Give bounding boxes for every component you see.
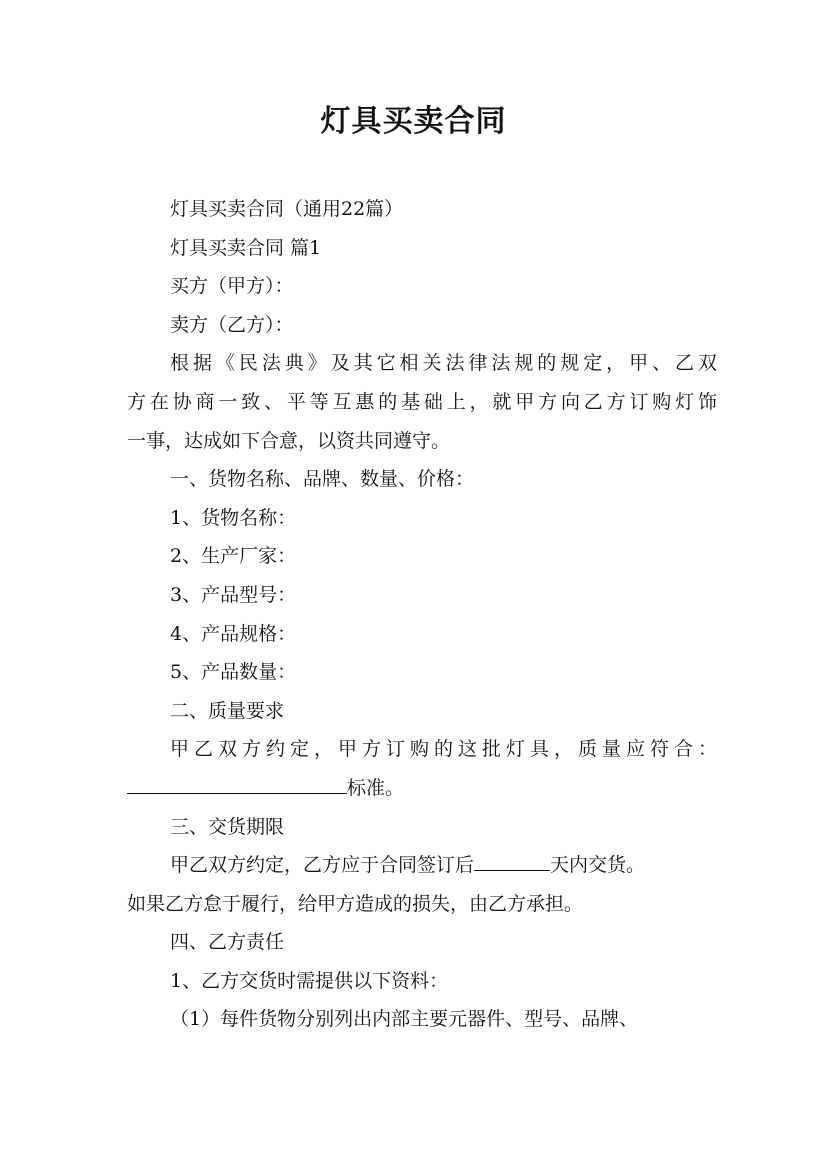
list-item: 1、货物名称： (170, 506, 297, 529)
list-item: 3、产品型号： (170, 583, 297, 606)
paragraph-text: 标准。 (347, 776, 405, 799)
fill-blank (474, 846, 550, 871)
subtitle-line: 灯具买卖合同（通用22篇） (170, 198, 404, 220)
paragraph-line (127, 846, 717, 885)
paragraph-line: 方在协商一致、平等互惠的基础上，就甲方向乙方订购灯饰 (127, 390, 717, 413)
clause-heading: 二、质量要求 (170, 699, 285, 722)
list-item: （1）每件货物分别列出内部主要元器件、型号、品牌、 (170, 1008, 639, 1031)
list-item: 2、生产厂家： (170, 545, 297, 568)
document-body (127, 190, 717, 1039)
fill-blank (127, 769, 347, 794)
section-heading: 灯具买卖合同 篇1 (170, 236, 322, 259)
paragraph-line: 根据《民法典》及其它相关法律法规的规定，甲、乙双 (170, 352, 717, 375)
buyer-line: 买方（甲方）： (170, 275, 294, 298)
paragraph-line (127, 769, 717, 808)
document-title: 灯具买卖合同 (320, 104, 507, 139)
clause-heading: 三、交货期限 (170, 815, 285, 838)
paragraph-text: 天内交货。 (550, 854, 646, 877)
list-item: 4、产品规格： (170, 622, 297, 645)
list-item: 1、乙方交货时需提供以下资料： (170, 969, 449, 992)
clause-heading: 一、货物名称、品牌、数量、价格： (170, 468, 475, 491)
seller-line: 卖方（乙方）： (170, 313, 294, 336)
list-item: 5、产品数量： (170, 661, 297, 684)
paragraph-text: 甲乙双方约定，乙方应于合同签订后 (170, 854, 475, 877)
paragraph-line: 甲乙双方约定，甲方订购的这批灯具，质量应符合： (170, 738, 717, 761)
paragraph-line: 如果乙方怠于履行，给甲方造成的损失，由乙方承担。 (127, 892, 584, 915)
paragraph-line: 一事，达成如下合意，以资共同遵守。 (127, 429, 451, 452)
clause-heading: 四、乙方责任 (170, 931, 285, 954)
